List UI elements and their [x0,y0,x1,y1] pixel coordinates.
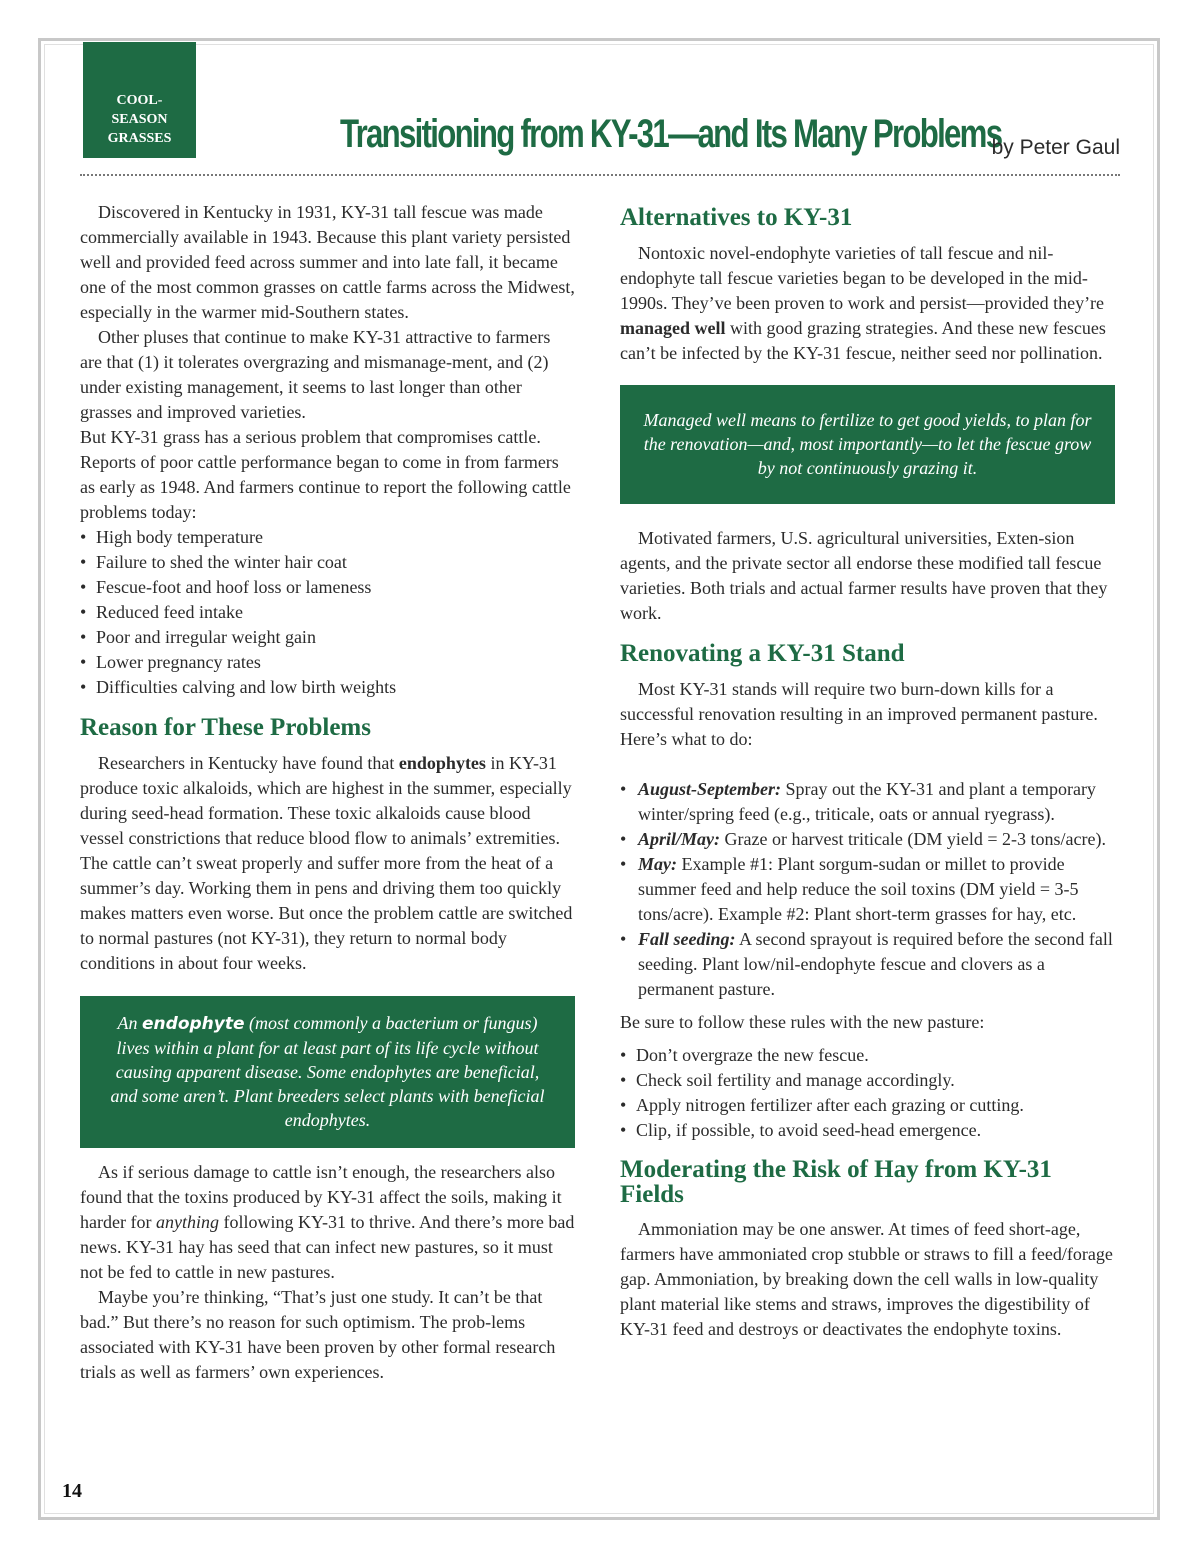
endophytes-term: endophytes [398,753,486,773]
managed-well-callout: Managed well means to fertilize to get good yields, to plan for the renovation—and, most importantly—to let the fescue grow by not continuously grazing it. [620,385,1115,504]
problem-paragraph: But KY-31 grass has a serious problem that compromises cattle. Reports of poor cattle performance began to come in from farmers as early as 1948. And farmers continue to report the following cattle problems today: [80,427,571,522]
alternatives-paragraph: Nontoxic novel-endophyte varieties of tall fescue and nil-endophyte tall fescue varieties began to be developed in the mid-1990s. They’ve been proven to work and persist—provided they’re managed well with good grazing strategies. And these new fescues can’t be infected by the KY-31 fescue, neither seed nor pollination. [620,243,1106,363]
managed-well-term: managed well [620,318,726,338]
section-tag-line: SEASON [111,112,168,127]
list-item: • Fall seeding: A second sprayout is required before the second fall seeding. Plant low/nil-endophyte fescue and clovers as a permanent pasture. [620,927,1115,1002]
reason-paragraph: Researchers in Kentucky have found that endophytes in KY-31 produce toxic alkaloids, which are highest in the summer, especially during seed-head formation. These toxic alkaloids cause blood vessel constrictions that reduce blood flow to animals’ extremities. The cattle can’t sweat properly and suffer more from the heat of a summer’s day. Working them in pens and driving them too quickly makes matters even worse. But once the problem cattle are switched to normal pastures (not KY-31), they return to normal body conditions in about four weeks. [80,753,573,973]
heading-alternatives: Alternatives to KY-31 [620,204,853,231]
article-byline: by Peter Gaul [991,136,1120,159]
endophyte-term: endophyte [142,1014,245,1034]
pluses-paragraph: Other pluses that continue to make KY-31 attractive to farmers are that (1) it tolerates overgrazing and mismanage-ment, and (2) under existing management, it seems to last longer than other grasses and improved varieties. [80,327,551,422]
optimism-paragraph: Maybe you’re thinking, “That’s just one study. It can’t be that bad.” But there’s no reason for such optimism. The prob-lems associated with KY-31 have been proven by other formal research trials as well as farmers’ own experiences. [80,1287,556,1382]
list-item: • Apply nitrogen fertilizer after each grazing or cutting. [620,1093,1115,1118]
rules-intro: Be sure to follow these rules with the new pasture: [620,1012,985,1032]
list-item: • May: Example #1: Plant sorgum-sudan or millet to provide summer feed and help reduce the soil toxins (DM yield = 3-5 tons/acre). Example #2: Plant short-term grasses for hay, etc. [620,852,1115,927]
heading-reason: Reason for These Problems [80,714,371,741]
intro-paragraph: Discovered in Kentucky in 1931, KY-31 tall fescue was made commercially available in 1943. Because this plant variety persisted well and provided feed across summer and into late fall, it became one of the most common grasses on cattle farms across the Midwest, especially in the warmer mid-Southern states. [80,202,575,322]
list-item: • Check soil fertility and manage accordingly. [620,1068,1115,1093]
section-tag [83,42,196,158]
right-column [620,200,1115,1342]
section-tag-line: GRASSES [107,131,172,146]
list-item: • Fescue-foot and hoof loss or lameness [80,575,575,600]
page-number: 14 [62,1480,82,1502]
list-item: • August-September: Spray out the KY-31 and plant a temporary winter/spring feed (e.g., triticale, oats or annual ryegrass). [620,777,1115,827]
list-item: • Difficulties calving and low birth weights [80,675,575,700]
renovation-steps-list [620,777,1115,1002]
left-column [80,200,575,1385]
article-title: Transitioning from KY-31—and Its Many Problems [340,112,1002,156]
list-item: • Clip, if possible, to avoid seed-head emergence. [620,1118,1115,1143]
section-tag-line: COOL- [116,93,163,108]
endophyte-callout: An endophyte (most commonly a bacterium or fungus) lives within a plant for at least part of its life cycle without causing apparent disease. Some endophytes are beneficial, and some aren’t. Plant breeders select plants with beneficial endophytes. [80,996,575,1148]
title-divider [80,174,1120,176]
list-item: • Lower pregnancy rates [80,650,575,675]
list-item: • Don’t overgraze the new fescue. [620,1043,1115,1068]
list-item: • High body temperature [80,525,575,550]
moderating-paragraph: Ammoniation may be one answer. At times of feed short-age, farmers have ammoniated crop stubble or straws to fill a feed/forage gap. Ammoniation, by breaking down the cell walls in low-quality plant material like stems and straws, improves the digestibility of KY-31 feed and destroys or deactivates the endophyte toxins. [620,1219,1113,1339]
soil-damage-paragraph: As if serious damage to cattle isn’t enough, the researchers also found that the toxins produced by KY-31 affect the soils, making it harder for anything following KY-31 to thrive. And there’s more bad news. KY-31 hay has seed that can infect new pastures, so it must not be fed to cattle in new pastures. [80,1162,575,1282]
list-item: • Failure to shed the winter hair coat [80,550,575,575]
heading-renovating: Renovating a KY-31 Stand [620,640,905,667]
motivated-paragraph: Motivated farmers, U.S. agricultural universities, Exten-sion agents, and the private sector all endorse these modified tall fescue varieties. Both trials and actual farmer results have proven that they work. [620,528,1108,623]
pasture-rules-list [620,1043,1115,1143]
list-item: • Poor and irregular weight gain [80,625,575,650]
list-item: • Reduced feed intake [80,600,575,625]
list-item: • April/May: Graze or harvest triticale (DM yield = 2-3 tons/acre). [620,827,1115,852]
heading-moderating: Moderating the Risk of Hay from KY-31 Fields [620,1156,1052,1208]
renovating-paragraph: Most KY-31 stands will require two burn-down kills for a successful renovation resulting in an improved permanent pasture. Here’s what to do: [620,679,1098,749]
cattle-problems-list [80,525,575,700]
